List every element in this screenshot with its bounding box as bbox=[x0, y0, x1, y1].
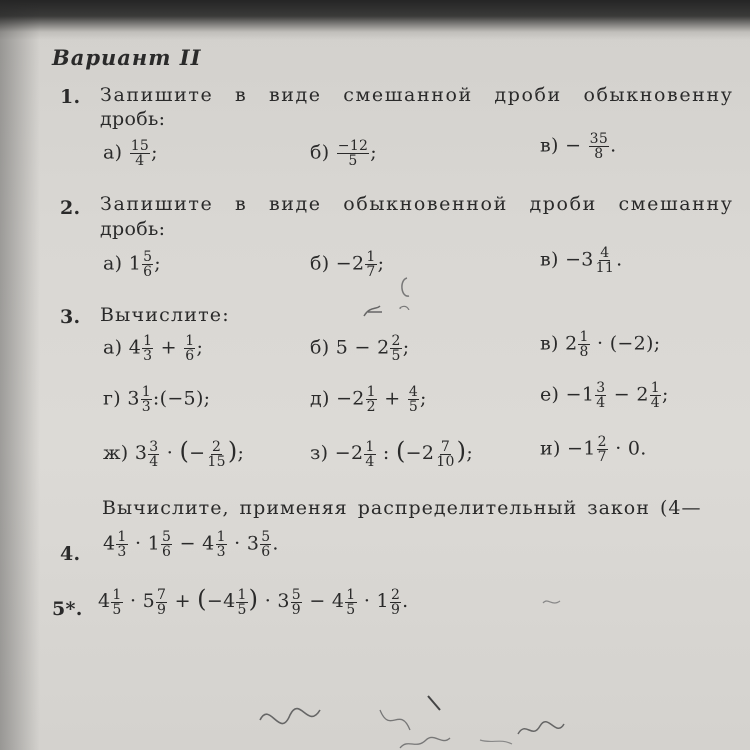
task3-item-h: з) −2 $\frac{1}{4}$ : (−2 $\frac{7}{10}$ ); bbox=[310, 437, 474, 470]
task2-number: 2. bbox=[60, 197, 81, 219]
pencil-scribble bbox=[230, 680, 710, 750]
task2-text-line2: дробь: bbox=[100, 218, 166, 240]
task3-item-f: е) −1 $\frac{3}{4}$ − 2 $\frac{1}{4}$ ; bbox=[540, 380, 669, 411]
task3-number: 3. bbox=[60, 306, 81, 328]
task2-item-b: б) −2 $\frac{1}{7}$ ; bbox=[310, 249, 385, 280]
task5-number: 5*. bbox=[52, 598, 83, 620]
pencil-scribble bbox=[360, 300, 390, 325]
task3-item-e: д) −2 $\frac{1}{2}$ + $\frac{4}{5}$ ; bbox=[310, 384, 427, 415]
task2-item-a: а) 1 $\frac{5}{6}$ ; bbox=[103, 249, 161, 280]
task3-item-c: в) 2 $\frac{1}{8}$ · (−2); bbox=[540, 329, 661, 360]
pencil-scribble bbox=[395, 250, 425, 310]
task4-expression: 4 $\frac{1}{3}$ · 1 $\frac{5}{6}$ − 4 $\frac{1}{3}$ · 3 $\frac{5}{6}$ . bbox=[103, 529, 279, 560]
task1-item-c: в) − $\frac{35}{8}$ . bbox=[540, 131, 617, 162]
task5-expression: 4 $\frac{1}{5}$ · 5 $\frac{7}{9}$ + (−4 $\frac{1}{5}$ ) · 3 $\frac{5}{9}$ − 4 $\frac{1}{5}$ · 1 $\frac{2}{9}$ . bbox=[98, 585, 409, 618]
task3-item-i: и) −1 $\frac{2}{7}$ · 0. bbox=[540, 434, 647, 465]
task1-number: 1. bbox=[60, 86, 81, 108]
task2-text: Запишите в виде обыкновенной дроби смешанну bbox=[100, 193, 734, 215]
task3-item-g: ж) 3 $\frac{3}{4}$ · (− $\frac{2}{15}$ ); bbox=[103, 437, 245, 470]
pencil-scribble bbox=[540, 595, 570, 615]
variant-heading: Вариант II bbox=[52, 45, 202, 70]
instruction-text: Вычислите, применяя распределительный закон (4— bbox=[102, 497, 702, 519]
task1-text-line2: дробь: bbox=[100, 108, 166, 130]
task2-item-c: в) −3 $\frac{4}{11}$ . bbox=[540, 245, 623, 276]
task3-item-a: а) 4 $\frac{1}{3}$ + $\frac{1}{6}$ ; bbox=[103, 333, 204, 364]
task1-item-a: а) $\frac{15}{4}$ ; bbox=[103, 138, 158, 169]
task1-text: Запишите в виде смешанной дроби обыкновенну bbox=[100, 84, 734, 106]
task3-item-b: б) 5 − 2 $\frac{2}{5}$ ; bbox=[310, 333, 410, 364]
task3-title: Вычислите: bbox=[100, 304, 230, 326]
task3-item-d: г) 3 $\frac{1}{3}$ :(−5); bbox=[103, 384, 211, 415]
task4-number: 4. bbox=[60, 543, 81, 565]
task1-item-b: б) $\frac{-12}{5}$ ; bbox=[310, 138, 377, 169]
